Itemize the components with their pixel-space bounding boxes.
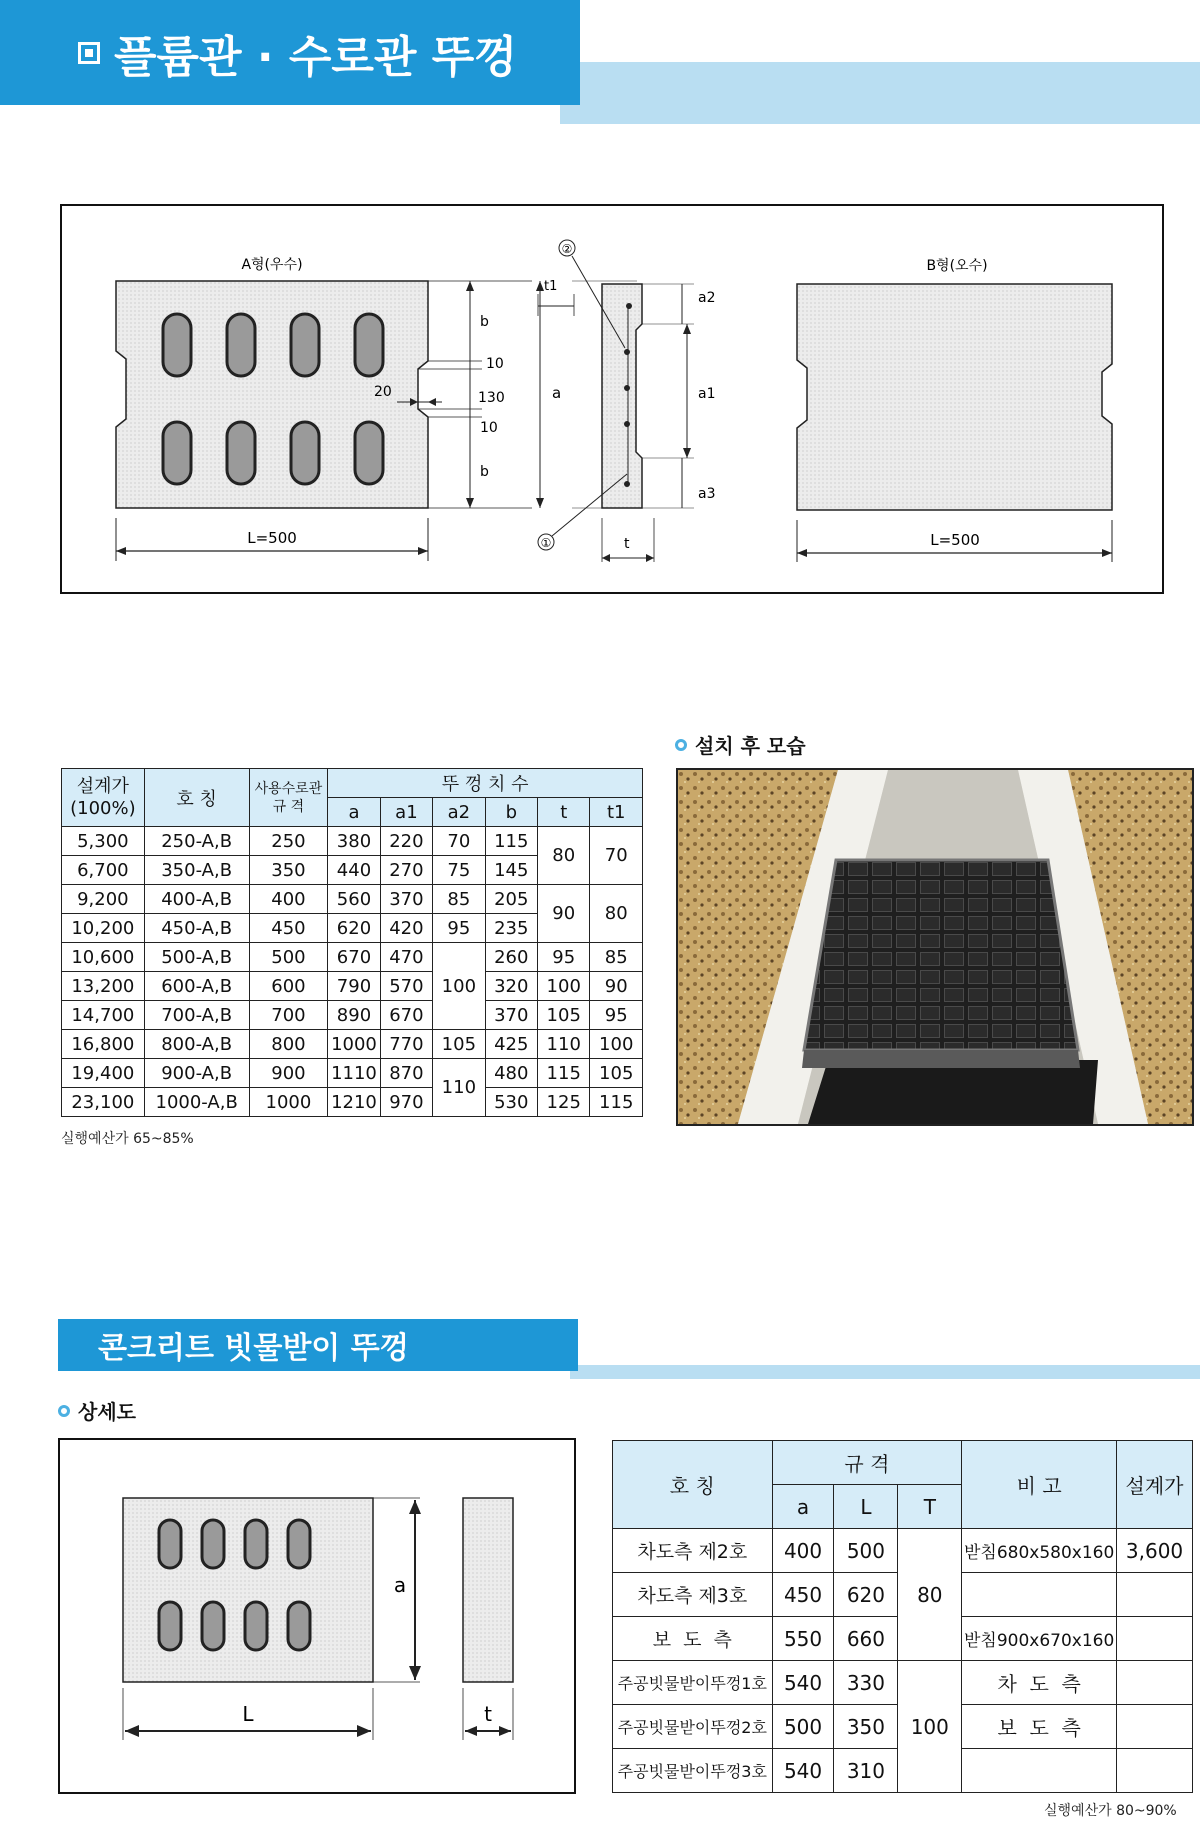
cell-pipe: 900: [249, 1059, 328, 1088]
cell-a: 450: [772, 1573, 834, 1617]
page-title: 플륨관 · 수로관 뚜껑: [114, 31, 517, 83]
cell-t: 90: [538, 885, 590, 943]
cell-name: 250-A,B: [144, 827, 249, 856]
table-row: [62, 1059, 643, 1088]
cell-b: 115: [485, 827, 537, 856]
checkbox-square-icon: [78, 42, 100, 64]
cell-remark: [962, 1573, 1117, 1617]
header-a2: a2: [433, 798, 485, 827]
cell-pipe: 350: [249, 856, 328, 885]
cell-b: 145: [485, 856, 537, 885]
cell-price: 6,700: [62, 856, 145, 885]
cell-b: 425: [485, 1030, 537, 1059]
cell-L: 500: [834, 1529, 898, 1573]
cell-a1: 270: [380, 856, 432, 885]
cell-name: 주공빗물받이뚜껑3호: [613, 1749, 773, 1793]
rain-catch-cover-spec-table: [612, 1440, 1193, 1793]
cell-a: 620: [328, 914, 380, 943]
table-row: [62, 972, 643, 1001]
callout-1: ①: [540, 536, 552, 550]
cell-price: 3,600: [1117, 1529, 1193, 1573]
cell-pipe: 450: [249, 914, 328, 943]
cell-L: 660: [834, 1617, 898, 1661]
cell-t: 115: [538, 1059, 590, 1088]
flume-cover-spec-table: [61, 768, 643, 1117]
cell-T: 100: [898, 1661, 962, 1793]
header-name: 호 칭: [613, 1441, 773, 1529]
dim-10-top: 10: [486, 356, 504, 372]
cell-price: 5,300: [62, 827, 145, 856]
photo-heading: 설치 후 모습: [675, 730, 806, 759]
cell-price: [1117, 1573, 1193, 1617]
header-L: L: [834, 1485, 898, 1529]
header-price: 설계가: [1117, 1441, 1193, 1529]
cell-price: [1117, 1617, 1193, 1661]
cell-t1: 115: [590, 1088, 643, 1117]
bullet-icon: [675, 739, 687, 751]
cell-a2: 95: [433, 914, 485, 943]
cell-a1: 470: [380, 943, 432, 972]
header-cover-dims: 뚜 껑 치 수: [328, 769, 643, 798]
cell-t: 100: [538, 972, 590, 1001]
callout-2: ②: [561, 242, 573, 256]
cell-pipe: 500: [249, 943, 328, 972]
bullet-icon: [58, 1405, 70, 1417]
cell-name: 1000-A,B: [144, 1088, 249, 1117]
section-title-2: 콘크리트 빗물받이 뚜껑: [98, 1331, 409, 1366]
cell-a2: 70: [433, 827, 485, 856]
header-pipe-spec: 사용수로관 규 격: [249, 769, 328, 827]
cell-b: 205: [485, 885, 537, 914]
cell-a: 890: [328, 1001, 380, 1030]
dim-a3: a3: [698, 486, 716, 502]
cell-t: 110: [538, 1030, 590, 1059]
header-name: 호 칭: [144, 769, 249, 827]
cell-a2: 110: [433, 1059, 485, 1117]
cell-price: 23,100: [62, 1088, 145, 1117]
cell-price: [1117, 1749, 1193, 1793]
cell-a2: 85: [433, 885, 485, 914]
table-row: [62, 827, 643, 856]
diagram-frame-1: [60, 204, 1164, 594]
dim-b-top: b: [480, 314, 489, 330]
cell-remark: 받침900x670x160: [962, 1617, 1117, 1661]
cell-name: 350-A,B: [144, 856, 249, 885]
cell-pipe: 1000: [249, 1088, 328, 1117]
cell-pipe: 250: [249, 827, 328, 856]
dim-t: t: [484, 1702, 492, 1726]
table1-note: 실행예산가 65~85%: [61, 1131, 194, 1147]
cell-a2: 75: [433, 856, 485, 885]
cell-a1: 870: [380, 1059, 432, 1088]
type-a-label: A형(우수): [241, 257, 303, 273]
cell-name: 차도측 제3호: [613, 1573, 773, 1617]
cell-price: 14,700: [62, 1001, 145, 1030]
cell-price: 9,200: [62, 885, 145, 914]
detail-heading: 상세도: [58, 1396, 136, 1425]
length-label-a: L=500: [247, 529, 297, 547]
dim-a1: a1: [698, 386, 716, 402]
cell-name: 800-A,B: [144, 1030, 249, 1059]
header-strip-1: [560, 62, 1200, 124]
cell-price: 10,200: [62, 914, 145, 943]
rain-catch-cover-drawing: [60, 1440, 574, 1792]
dim-10-bottom: 10: [480, 420, 498, 436]
table-row: [62, 885, 643, 914]
dim-a: a: [552, 384, 562, 402]
header-a1: a1: [380, 798, 432, 827]
cell-b: 320: [485, 972, 537, 1001]
cell-a: 550: [772, 1617, 834, 1661]
cell-a: 540: [772, 1661, 834, 1705]
type-b-plate: [797, 284, 1112, 510]
dim-20: 20: [374, 384, 392, 400]
cell-pipe: 800: [249, 1030, 328, 1059]
cell-name: 주공빗물받이뚜껑2호: [613, 1705, 773, 1749]
cell-t1: 95: [590, 1001, 643, 1030]
cell-name: 600-A,B: [144, 972, 249, 1001]
cell-a1: 970: [380, 1088, 432, 1117]
cell-a: 670: [328, 943, 380, 972]
cell-b: 530: [485, 1088, 537, 1117]
cell-b: 260: [485, 943, 537, 972]
cell-remark: 받침680x580x160: [962, 1529, 1117, 1573]
installed-cover-photo: [676, 768, 1194, 1126]
cell-name: 700-A,B: [144, 1001, 249, 1030]
cell-name: 차도측 제2호: [613, 1529, 773, 1573]
cell-L: 350: [834, 1705, 898, 1749]
header-strip-2: [570, 1365, 1200, 1379]
length-label-b: L=500: [930, 531, 980, 549]
cell-pipe: 400: [249, 885, 328, 914]
cell-t1: 90: [590, 972, 643, 1001]
cell-a: 1000: [328, 1030, 380, 1059]
dim-L: L: [242, 1702, 254, 1726]
cell-a1: 220: [380, 827, 432, 856]
cell-a2: 100: [433, 943, 485, 1030]
cell-name: 900-A,B: [144, 1059, 249, 1088]
cell-price: 19,400: [62, 1059, 145, 1088]
diagram-frame-2: [58, 1438, 576, 1794]
cell-name: 보 도 측: [613, 1617, 773, 1661]
table-row: [62, 1088, 643, 1117]
cell-a1: 570: [380, 972, 432, 1001]
cell-name: 400-A,B: [144, 885, 249, 914]
cell-pipe: 700: [249, 1001, 328, 1030]
table-row: [613, 1661, 1193, 1705]
cell-a: 440: [328, 856, 380, 885]
cell-t: 80: [538, 827, 590, 885]
cell-a2: 105: [433, 1030, 485, 1059]
cell-remark: [962, 1749, 1117, 1793]
header-remark: 비 고: [962, 1441, 1117, 1529]
cell-a1: 770: [380, 1030, 432, 1059]
cover-side: [463, 1498, 513, 1682]
cell-a1: 670: [380, 1001, 432, 1030]
cell-b: 480: [485, 1059, 537, 1088]
cell-t1: 100: [590, 1030, 643, 1059]
cell-a: 560: [328, 885, 380, 914]
cell-a: 790: [328, 972, 380, 1001]
header-a: a: [772, 1485, 834, 1529]
cell-price: 16,800: [62, 1030, 145, 1059]
header-a: a: [328, 798, 380, 827]
cell-a: 500: [772, 1705, 834, 1749]
cell-a: 1110: [328, 1059, 380, 1088]
dim-130: 130: [478, 390, 505, 406]
dim-a: a: [393, 1573, 407, 1597]
cell-t: 95: [538, 943, 590, 972]
table-row: [62, 943, 643, 972]
cell-t: 125: [538, 1088, 590, 1117]
header-T: T: [898, 1485, 962, 1529]
cell-name: 500-A,B: [144, 943, 249, 972]
cell-b: 370: [485, 1001, 537, 1030]
section-banner-1: [0, 0, 580, 105]
cell-price: [1117, 1661, 1193, 1705]
dim-b-bottom: b: [480, 464, 489, 480]
table-row: [613, 1529, 1193, 1573]
header-t: t: [538, 798, 590, 827]
cell-a: 540: [772, 1749, 834, 1793]
header-b: b: [485, 798, 537, 827]
cell-T: 80: [898, 1529, 962, 1661]
cell-a1: 420: [380, 914, 432, 943]
cell-b: 235: [485, 914, 537, 943]
cover-technical-drawing: [62, 206, 1162, 592]
cell-L: 310: [834, 1749, 898, 1793]
cell-name: 450-A,B: [144, 914, 249, 943]
header-price: 설계가 (100%): [62, 769, 145, 827]
header-t1: t1: [590, 798, 643, 827]
cell-L: 330: [834, 1661, 898, 1705]
cell-a1: 370: [380, 885, 432, 914]
cell-price: [1117, 1705, 1193, 1749]
table2-note: 실행예산가 80~90%: [1044, 1803, 1177, 1819]
cell-a: 400: [772, 1529, 834, 1573]
cell-remark: 보 도 측: [962, 1705, 1117, 1749]
cell-t1: 85: [590, 943, 643, 972]
table-row: [62, 1030, 643, 1059]
section-banner-2: [58, 1319, 578, 1371]
cell-price: 13,200: [62, 972, 145, 1001]
table-row: [62, 1001, 643, 1030]
cell-t1: 80: [590, 885, 643, 943]
header-spec: 규 격: [772, 1441, 962, 1485]
type-b-label: B형(오수): [926, 258, 988, 274]
cell-a: 1210: [328, 1088, 380, 1117]
cell-a: 380: [328, 827, 380, 856]
dim-t1: t1: [544, 279, 558, 294]
cell-t: 105: [538, 1001, 590, 1030]
cell-t1: 105: [590, 1059, 643, 1088]
cell-price: 10,600: [62, 943, 145, 972]
cell-remark: 차 도 측: [962, 1661, 1117, 1705]
cell-L: 620: [834, 1573, 898, 1617]
cell-pipe: 600: [249, 972, 328, 1001]
cell-t1: 70: [590, 827, 643, 885]
dim-a2: a2: [698, 290, 716, 306]
cell-name: 주공빗물받이뚜껑1호: [613, 1661, 773, 1705]
dim-t: t: [624, 536, 630, 552]
